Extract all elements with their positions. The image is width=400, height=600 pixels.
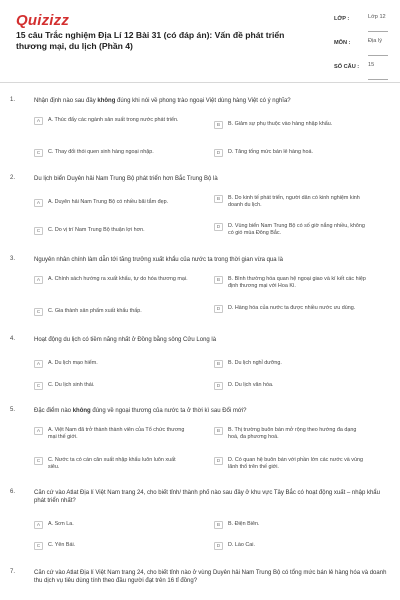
- question-number: 4.: [10, 336, 16, 342]
- question-number: 2.: [10, 175, 16, 181]
- option-d-box: D: [214, 149, 223, 157]
- meta-socau: [334, 62, 390, 80]
- question-stem: Căn cứ vào Atlat Địa lí Việt Nam trang 24, cho biết tỉnh nào ở vùng Duyên hải Nam Trung Bộ có tổng mức bán lẻ hàng hóa và doanh thu dịch vụ tiêu dùng tính theo đầu người đạt trên 16 tỉ đồng?: [34, 570, 387, 584]
- option-a-box: A: [34, 360, 43, 368]
- option-b-box: B: [214, 360, 223, 368]
- option-c-box: C: [34, 382, 43, 390]
- option-d-box: D: [214, 223, 223, 231]
- option-c-text: C. Do vị trí Nam Trung Bộ thuận lợi hơn.: [48, 227, 145, 233]
- meta-panel: [334, 14, 390, 80]
- socau-label: SỐ CÂU :: [334, 64, 360, 70]
- option-b-text: B. Bình thường hóa quan hệ ngoại giao và kí kết các hiệp định thương mại với Hoa Kì.: [228, 276, 366, 289]
- socau-underline: [368, 79, 388, 80]
- worksheet-header: [0, 0, 400, 83]
- option-c-box: C: [34, 457, 43, 465]
- mon-value: Địa lý: [368, 38, 382, 44]
- option-a-text: A. Du lịch mạo hiểm.: [48, 360, 98, 366]
- option-c-box: C: [34, 542, 43, 550]
- option-c-text: C. Nước ta có cán cân xuất nhập khẩu luôn luôn xuất siêu.: [48, 457, 176, 470]
- option-a-text: A. Sơn La.: [48, 521, 74, 527]
- lop-underline: [368, 31, 388, 32]
- option-d-text: D. Vùng biển Nam Trung Bộ có số giờ nắng nhiều, không có gió mùa Đông Bắc.: [228, 223, 365, 236]
- option-d-box: D: [214, 305, 223, 313]
- option-c-box: C: [34, 227, 43, 235]
- option-c-box: C: [34, 149, 43, 157]
- option-b-text: B. Giảm sự phụ thuộc vào hàng nhập khẩu.: [228, 121, 333, 127]
- option-d-text: D. Du lịch văn hóa.: [228, 382, 274, 388]
- option-a-box: A: [34, 521, 43, 529]
- mon-label: MÔN :: [334, 40, 351, 46]
- option-b-box: B: [214, 121, 223, 129]
- meta-lop: [334, 14, 390, 32]
- question-stem: Hoạt động du lịch có tiềm năng nhất ở Đồng bằng sông Cửu Long là: [34, 337, 217, 343]
- lop-label: LỚP :: [334, 16, 350, 22]
- option-a-box: A: [34, 199, 43, 207]
- option-a-box: A: [34, 117, 43, 125]
- question-stem: Nhận định nào sau đây không đúng khi nói về phong trào ngoại Việt dùng hàng Việt có ý nghĩa?: [34, 98, 291, 104]
- option-c-text: C. Gia thành sản phẩm xuất khẩu thấp.: [48, 308, 142, 314]
- option-b-box: B: [214, 427, 223, 435]
- option-b-text: B. Thị trường buôn bán mở rộng theo hướng đa dạng hoá, đa phương hoá.: [228, 427, 357, 440]
- option-c-text: C. Thay đổi thói quen sinh hàng ngoại nhập.: [48, 149, 154, 155]
- question-number: 6.: [10, 489, 16, 495]
- option-b-text: B. Do kinh tế phát triển, người dân có kinh nghiệm kinh doanh du lịch.: [228, 195, 360, 208]
- option-b-box: B: [214, 521, 223, 529]
- option-b-text: B. Du lịch nghỉ dưỡng.: [228, 360, 282, 366]
- option-d-box: D: [214, 542, 223, 550]
- socau-value: 15: [368, 62, 375, 68]
- question-stem: Căn cứ vào Atlat Địa lí Việt Nam trang 24, cho biết tỉnh/ thành phố nào sau đây ở khu vực Tây Bắc có hoạt động xuất – nhập khẩu phát triển nhất?: [34, 490, 380, 504]
- option-c-text: C. Yên Bái.: [48, 542, 76, 548]
- page-title: 15 câu Trắc nghiệm Địa Lí 12 Bài 31 (có đáp án): Vấn đề phát triển thương mại, du lịch (Phần 4): [16, 30, 285, 51]
- option-b-text: B. Điện Biên.: [228, 521, 260, 527]
- option-d-text: D. Hàng hóa của nước ta được nhiều nước ưu dùng.: [228, 305, 356, 311]
- option-a-text: A. Chính sách hướng ra xuất khẩu, tự do hóa thương mại.: [48, 276, 188, 282]
- option-d-box: D: [214, 457, 223, 465]
- option-d-text: D. Lào Cai.: [228, 542, 255, 548]
- question-number: 1.: [10, 97, 16, 103]
- question-number: 7.: [10, 569, 16, 575]
- question-number: 3.: [10, 256, 16, 262]
- question-stem: Du lịch biển Duyên hải Nam Trung Bộ phát triển hơn Bắc Trung Bộ là: [34, 176, 218, 182]
- option-a-box: A: [34, 276, 43, 284]
- option-d-text: D. Tăng tổng mức bán lẻ hàng hoá.: [228, 149, 314, 155]
- meta-mon: [334, 38, 390, 56]
- option-d-text: D. Có quan hệ buôn bán với phần lớn các nước và vùng lãnh thổ trên thế giới.: [228, 457, 363, 470]
- lop-value: Lớp 12: [368, 14, 386, 20]
- option-b-box: B: [214, 276, 223, 284]
- option-a-text: A. Duyên hải Nam Trung Bộ có nhiều bãi tắm đẹp.: [48, 199, 169, 205]
- quizizz-logo: Quizizz: [16, 12, 70, 29]
- option-a-box: A: [34, 427, 43, 435]
- option-a-text: A. Việt Nam đã trở thành thành viên của Tổ chức thương mại thế giới.: [48, 427, 185, 440]
- option-c-text: C. Du lịch sinh thái.: [48, 382, 95, 388]
- option-c-box: C: [34, 308, 43, 316]
- question-number: 5.: [10, 407, 16, 413]
- question-stem: Đặc điểm nào không đúng về ngoại thương của nước ta ở thời kì sau Đổi mới?: [34, 408, 247, 414]
- option-b-box: B: [214, 195, 223, 203]
- question-stem: Nguyên nhân chính làm dẫn tới tăng trưởng xuất khẩu của nước ta trong thời gian vừa qua là: [34, 257, 283, 263]
- mon-underline: [368, 55, 388, 56]
- option-a-text: A. Thúc đẩy các ngành sản xuất trong nước phát triển.: [48, 117, 179, 123]
- option-d-box: D: [214, 382, 223, 390]
